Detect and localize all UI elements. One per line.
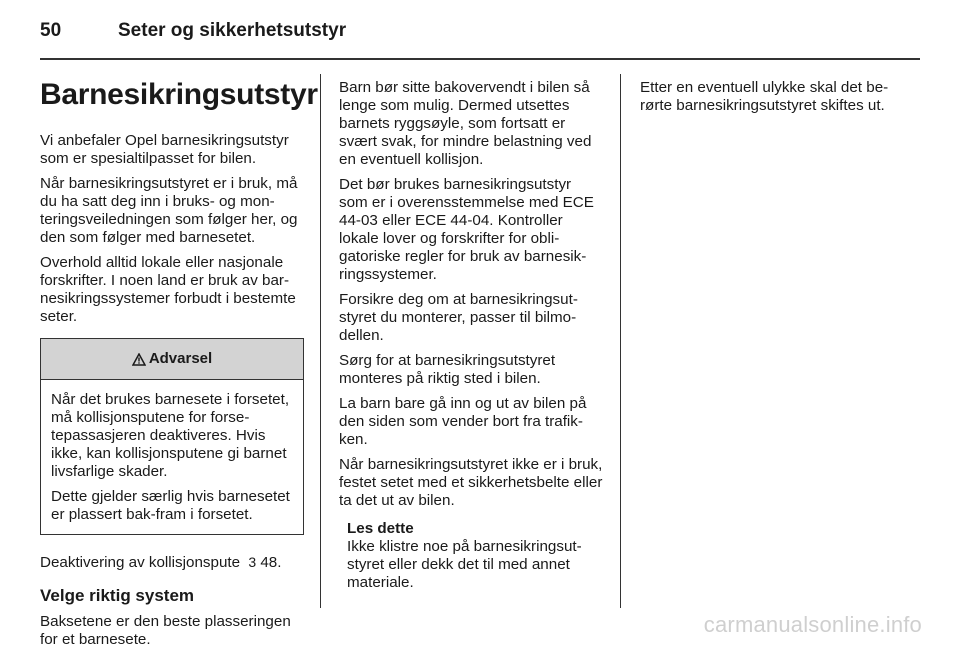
warning-title: Advarsel — [148, 350, 213, 367]
watermark: carmanualsonline.info — [703, 612, 922, 637]
paragraph: Det bør brukes barnesikringsutstyr som er i overensstemmelse med ECE 44-03 eller ECE 44-04. Kontroller lokale lover og forskrifter for obligatoriske regler for bruk av barnesikringssystemer. — [339, 176, 594, 283]
deactivation-page: 48. — [260, 554, 282, 571]
note-title: Les dette — [347, 520, 414, 537]
warning-text: Dette gjelder særlig hvis barnesetet er plassert bak-fram i forsetet. — [51, 488, 290, 523]
deactivation-reference — [40, 553, 304, 572]
warning-triangle-icon — [132, 353, 146, 366]
column-divider-1 — [320, 74, 321, 608]
column-divider-2 — [620, 74, 621, 608]
paragraph: La barn bare gå inn og ut av bilen på den siden som vender bort fra trafikken. — [339, 395, 587, 448]
paragraph: Når barnesikringsutstyret ikke er i bruk, festet setet med et sikkerhetsbelte eller ta det ut av bilen. — [339, 456, 603, 509]
paragraph: Vi anbefaler Opel barnesikringsutstyr som er spesialtilpasset for bilen. — [40, 132, 289, 167]
deactivation-text: Deaktivering av kollisjonspute — [40, 554, 241, 571]
page-ref-arrow-icon: 3 — [248, 554, 257, 570]
column-left — [40, 66, 318, 656]
paragraph: Barn bør sitte bakovervendt i bilen så lenge som mulig. Dermed utsettes barnets ryggsøyle, som fortsatt er svært svak, for mindre belastning ved en eventuell kollisjon. — [339, 79, 592, 168]
column-middle — [339, 79, 604, 592]
page-number: 50 — [40, 20, 62, 41]
note-text: Ikke klistre noe på barnesikringsutstyret eller dekk det til med annet materiale. — [347, 538, 582, 591]
column-right — [640, 79, 908, 122]
warning-header — [41, 339, 303, 380]
paragraph: Når barnesikringsutstyret er i bruk, må du ha satt deg inn i bruks- og monteringsveiledningen som følger her, og den som følger med barnesetet. — [40, 175, 298, 246]
paragraph: Baksetene er den beste plasseringen for et barnesete. — [40, 613, 291, 648]
paragraph: Etter en eventuell ulykke skal det berørte barnesikringsutstyret skiftes ut. — [640, 79, 889, 114]
section-title: Seter og sikkerhetsutstyr — [118, 20, 347, 41]
note-box — [347, 520, 604, 592]
warning-box — [40, 338, 304, 535]
subheading: Velge riktig system — [40, 586, 195, 605]
paragraph: Sørg for at barnesikringsutstyret monteres på riktig sted i bilen. — [339, 352, 556, 387]
paragraph: Forsikre deg om at barnesikringsutstyret du monterer, passer til bilmodellen. — [339, 291, 578, 344]
page-title: Barnesikringsutstyr — [40, 78, 318, 111]
warning-text: Når det brukes barnesete i forsetet, må kollisjonsputene for forsetepassasjeren deaktiveres. Hvis ikke, kan kollisjonsputene gi barnet livsfarlige skader. — [51, 391, 290, 480]
paragraph: Overhold alltid lokale eller nasjonale forskrifter. I noen land er bruk av barnesikringssystemer forbudt i bestemte seter. — [40, 254, 296, 325]
header-divider — [40, 58, 920, 60]
